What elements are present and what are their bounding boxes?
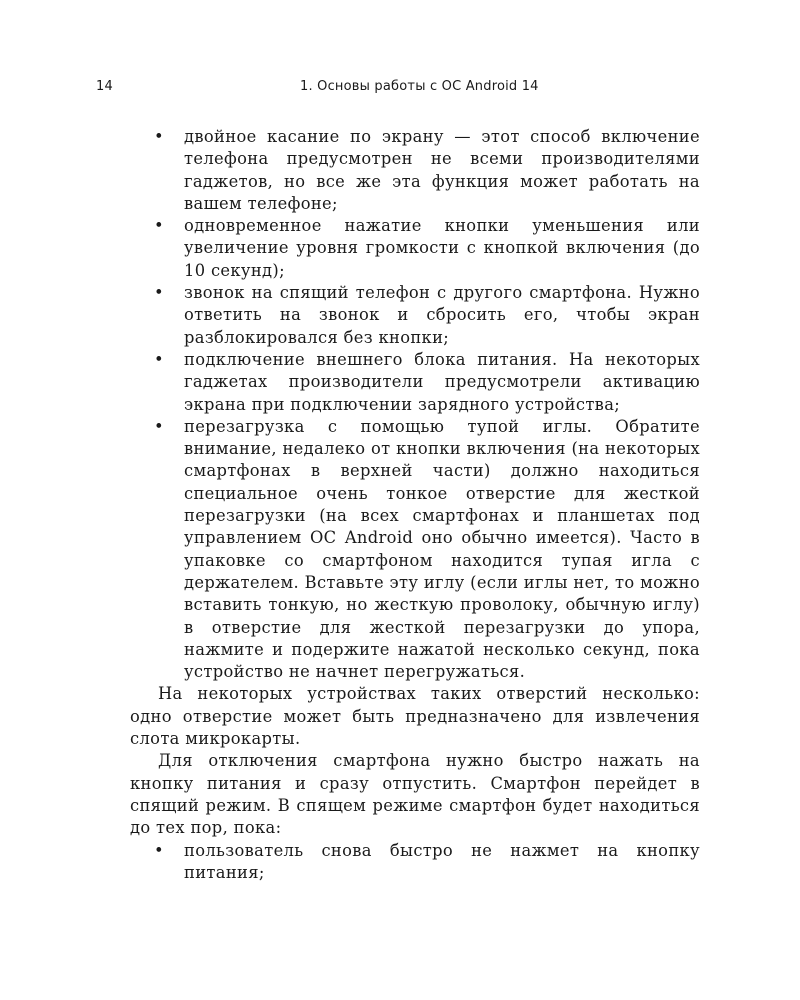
bullet-item-power-supply: • подключение внешнего блока питания. На некоторых гаджетах производители предусмотрели активацию экрана при подключении зарядного устройства; [130,349,700,416]
bullet-list-bottom [130,840,700,885]
bullet-list-top [130,126,700,683]
bullet-item-reset-needle: • перезагрузка с помощью тупой иглы. Обратите внимание, недалеко от кнопки включения (на некоторых смартфонах в верхней части) должно находиться специальное очень тонкое отверстие для жесткой перезагрузки (на всех смартфонах и планшетах под управлением ОС Android оно обычно имеется). Часто в упаковке со смартфоном находится тупая игла с держателем. Вставьте эту иглу (если иглы нет, то можно вставить тонкую, но жесткую проволоку, обычную иглу) в отверстие для жесткой перезагрузки до упора, нажмите и подержите нажатой несколько секунд, пока устройство не начнет перегружаться. [130,416,700,684]
bullet-item-double-tap: • двойное касание по экрану — этот способ включение телефона предусмотрен не всеми производителями гаджетов, но все же эта функция может работать на вашем телефоне; [130,126,700,215]
paragraph-reset-holes: На некоторых устройствах таких отверстий несколько: одно отверстие может быть предназначено для извлечения слота микрокарты. [130,684,700,749]
page-number: 14 [96,79,113,94]
bullet-item-volume-buttons: • одновременное нажатие кнопки уменьшения или увеличение уровня громкости с кнопкой включения (до 10 секунд); [130,215,700,282]
page-header [0,79,800,99]
bullet-item-phone-call: • звонок на спящий телефон с другого смартфона. Нужно ответить на звонок и сбросить его, чтобы экран разблокировался без кнопки; [130,282,700,349]
bullet-item-press-power: • пользователь снова быстро не нажмет на кнопку питания; [130,840,700,885]
page-body [130,126,700,884]
running-head: 1. Основы работы с ОС Android 14 [300,79,539,94]
paragraph-power-off: Для отключения смартфона нужно быстро нажать на кнопку питания и сразу отпустить. Смартфон перейдет в спящий режим. В спящем режиме смартфон будет находиться до тех пор, пока: [130,751,700,838]
